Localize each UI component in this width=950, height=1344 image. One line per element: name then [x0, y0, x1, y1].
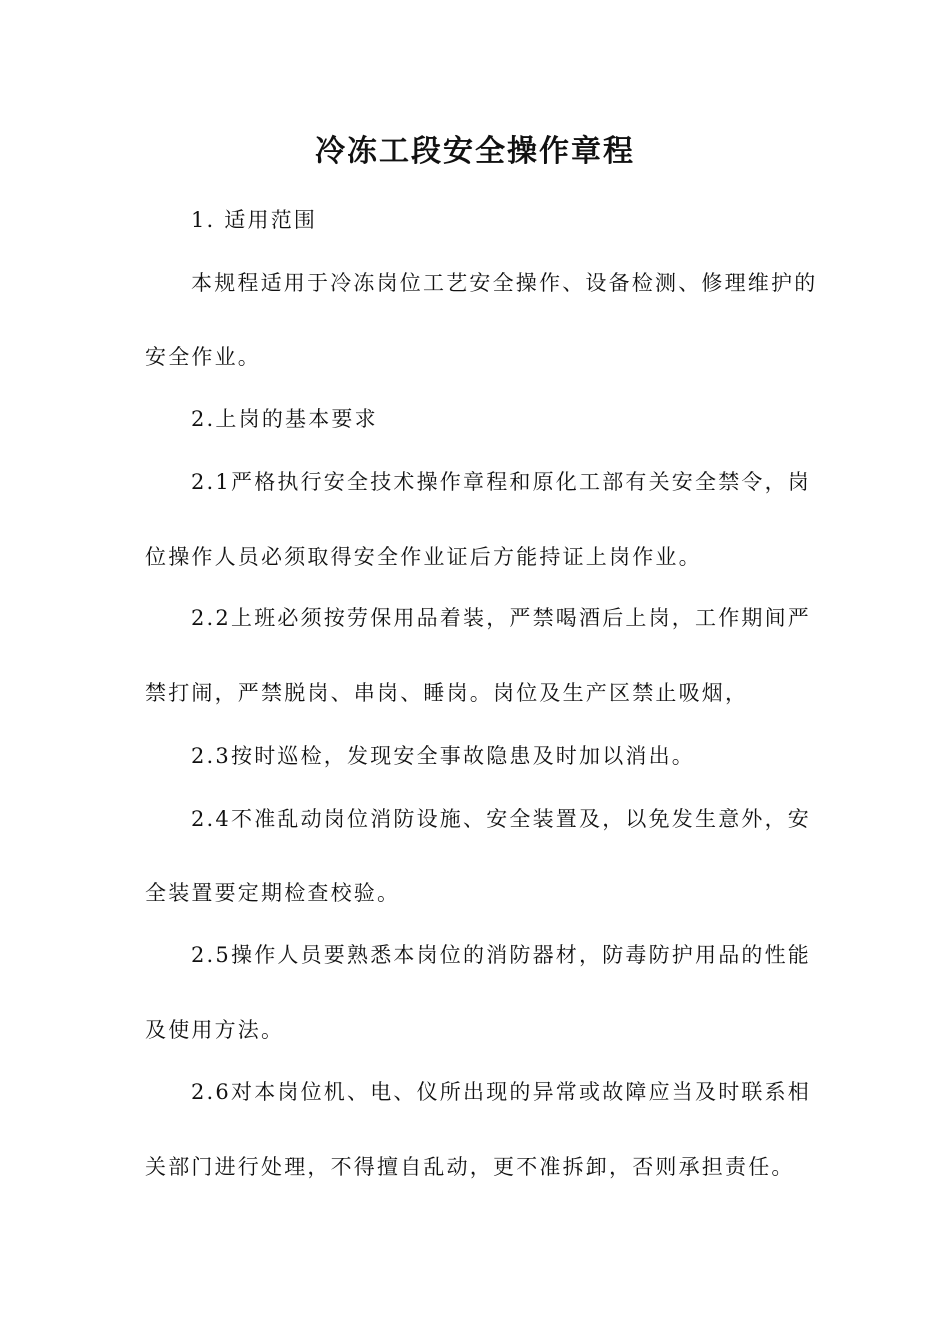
- paragraph-line: 禁打闹，严禁脱岗、串岗、睡岗。岗位及生产区禁止吸烟，: [145, 681, 749, 705]
- paragraph-line: 2.6对本岗位机、电、仪所出现的异常或故障应当及时联系相: [191, 1080, 811, 1104]
- paragraph-line: 2.2上班必须按劳保用品着装，严禁喝酒后上岗，工作期间严: [191, 606, 811, 630]
- section-heading-scope: 1. 适用范围: [191, 208, 318, 232]
- paragraph-line: 关部门进行处理，不得擅自乱动，更不准拆卸，否则承担责任。: [145, 1155, 795, 1179]
- paragraph-line: 全装置要定期检查校验。: [145, 881, 401, 905]
- paragraph-line: 2.1严格执行安全技术操作章程和原化工部有关安全禁令，岗: [191, 470, 811, 494]
- section-heading-requirements: 2.上岗的基本要求: [191, 407, 378, 431]
- paragraph-line: 2.5操作人员要熟悉本岗位的消防器材，防毒防护用品的性能: [191, 943, 811, 967]
- document-title: 冷冻工段安全操作章程: [315, 134, 635, 169]
- paragraph-line: 及使用方法。: [145, 1018, 285, 1042]
- paragraph-line: 2.4不准乱动岗位消防设施、安全装置及，以免发生意外，安: [191, 807, 811, 831]
- paragraph-line: 安全作业。: [145, 345, 261, 369]
- paragraph-line: 本规程适用于冷冻岗位工艺安全操作、设备检测、修理维护的: [191, 271, 818, 295]
- paragraph-line: 位操作人员必须取得安全作业证后方能持证上岗作业。: [145, 545, 702, 569]
- paragraph-line: 2.3按时巡检，发现安全事故隐患及时加以消出。: [191, 744, 695, 768]
